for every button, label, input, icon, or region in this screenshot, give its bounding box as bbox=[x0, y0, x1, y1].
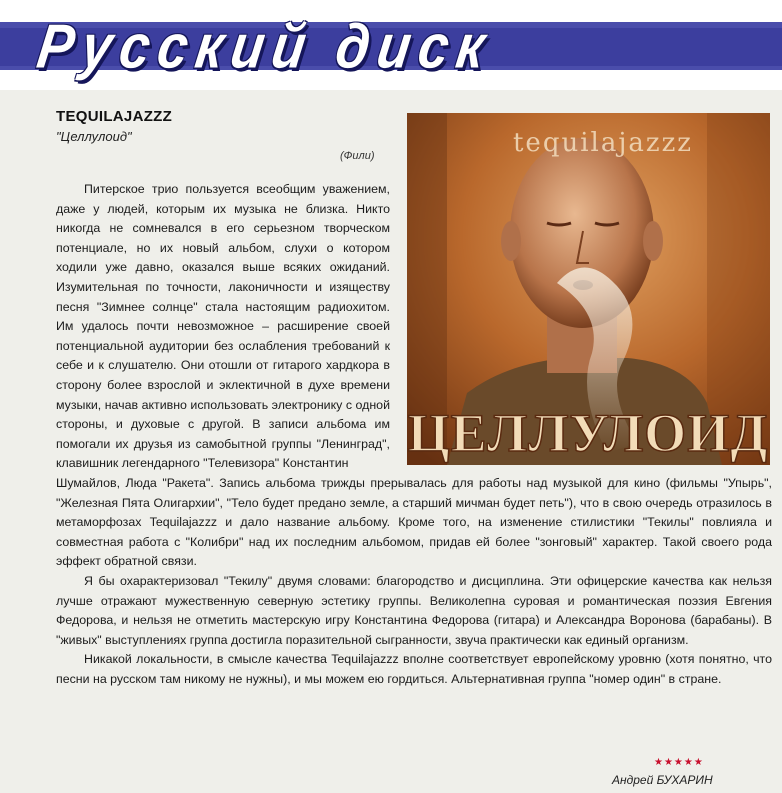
album-name: "Целлулоид" bbox=[56, 129, 132, 144]
section-header bbox=[0, 0, 782, 90]
record-label: (Фили) bbox=[340, 150, 375, 162]
album-cover-art bbox=[407, 113, 770, 465]
band-name: TEQUILAJAZZZ bbox=[56, 108, 173, 125]
review-paragraph-1: Питерское трио пользуется всеобщим уважением, даже у людей, которым их музыка не близка. Никто никогда не сомневался в его серьезном творческом потенциале, но их новый альбом, слухи о котором ходили уже давно, оказался выше всяких ожиданий. Изумительная по точности, лаконичности и изяществу песня "Зимнее солнце" стала настоящим радиохитом. Им удалось почти невозможное – расширение своей потенциальной аудитории без ослабления требований к себе и к слушателю. Они отошли от гитарого хардкора в сторону более взрослой и эклектичной в духе времени музыки, начав активно использовать электронику с одной стороны, и духовые с другой. В записи альбома им помогали их друзья из самобытной группы "Ленинград", клавишник легендарного "Телевизора" Константин bbox=[56, 182, 390, 471]
section-title: Русский диск bbox=[33, 12, 498, 82]
rating-stars: ★★★★★ bbox=[654, 757, 704, 768]
album-cover bbox=[407, 113, 770, 465]
review-author: Андрей БУХАРИН bbox=[612, 773, 713, 787]
cover-album-title: ЦЕЛЛУЛОИД bbox=[407, 403, 769, 463]
cover-band-logo: tequilajazzz bbox=[512, 128, 694, 158]
review-paragraph-3: Никакой локальности, в смысле качества Tequilajazzz вполне соответствует европейскому уровню (хотя понятно, что песни на русском там никому не нужны), и мы можем ею гордиться. Альтернативная группа "номер один" в стране. bbox=[56, 652, 772, 686]
review-paragraph-2: Я бы охарактеризовал "Текилу" двумя словами: благородство и дисциплина. Эти офицерские качества как нельзя лучше отражают мужественную северную эстетику группы. Великолепна суровая и романтическая поэзия Евгения Федорова, и нельзя не отметить мастерскую игру Константина Федорова (гитара) и Александра Воронова (барабаны). В "живых" выступлениях группа достигла поразительной сыгранности, звуча практически как единый организм. bbox=[56, 574, 772, 647]
review-paragraph-1-continued: Шумайлов, Люда "Ракета". Запись альбома трижды прерывалась для работы над музыкой для кино (фильмы "Упырь", "Железная Пята Олигархии", "Тело будет предано земле, а старший мичман будет петь"), что в свою очередь отразилось в метаморфозах Tequilajazzz и дало название альбому. Кроме того, на изменение стилистики "Текилы" повлияла и совместная работа с "Колибри" над их последним альбомом, придав ей более "зонговый" характер. Такой своего рода эффект обратной связи. bbox=[56, 476, 772, 569]
